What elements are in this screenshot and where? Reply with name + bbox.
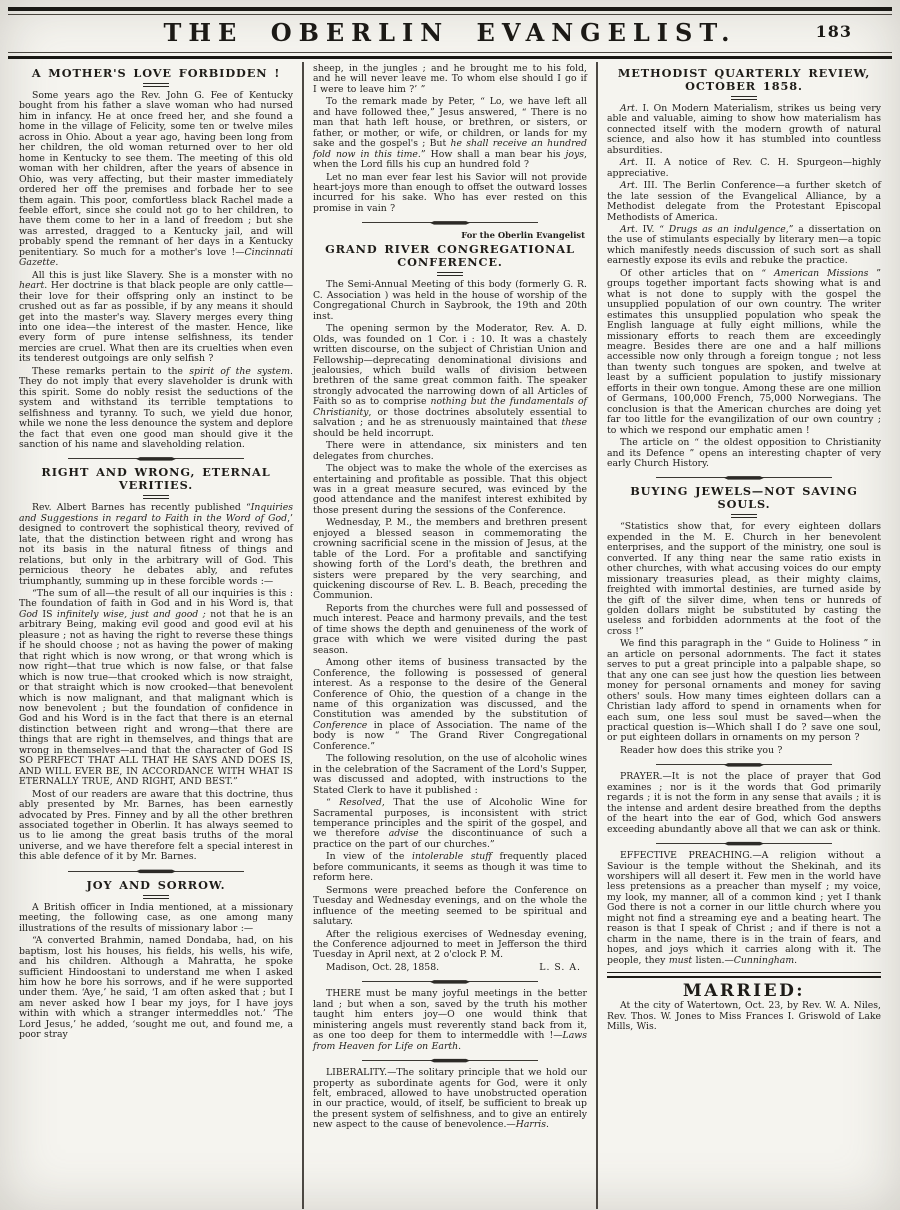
swelled-rule-divider	[656, 840, 831, 847]
article-heading: BUYING JEWELS—NOT SAVING SOULS.	[630, 484, 858, 512]
swelled-rule-divider	[68, 455, 243, 462]
paragraph: Sermons were preached before the Conference on Tuesday and Wednesday evenings, and on the whole the influence of the meeting seemed to be spiritual and salutary.	[313, 884, 587, 928]
paragraph: “ Resolved, That the use of Alcoholic Wine for Sacramental purposes, is inconsistent with strict temperance principles and the spirit of the gospel, and we therefore advise the discontinuance of such a practice on the part of our churches.”	[313, 797, 588, 850]
heading-rule	[143, 83, 169, 87]
paragraph: Art. III. The Berlin Conference—a further sketch of the late session of the Evangelical Alliance, by a Methodist delegate from the Protestant Episcopal Methodists of America.	[607, 180, 881, 223]
paragraph: “Statistics show that, for every eighteen dollars expended in the M. E. Church in her benevolent enterprises, and the support of the ministry, one soul is converted. If any thing near the same ratio exists in other churches, with what accusing voices do our empty missionary treasuries plead, as their mighty claims, freighted with immortal destinies, are turned aside by the gift of the silver dime, when tens or hunreds of golden dollars might be substituted by casting the useless and forbidden adornments at the foot of the cross !”	[607, 521, 881, 637]
paragraph: sheep, in the jungles ; and he brought me to his fold, and he will never leave me. To whom else should I go if I were to leave him ?’ ”	[313, 63, 587, 95]
paragraph: Art. II. A notice of Rev. C. H. Spurgeon—highly appreciative.	[607, 157, 881, 179]
masthead-title-row	[8, 15, 892, 52]
article-header	[19, 879, 293, 899]
paragraph: “The sum of all—the result of all our inquiries is this : The foundation of faith in God and in his Word is, that God IS infinitely wise, just and good ; not that he is an arbitrary Being, making evil good and good evil at his pleasure ; not as having the right to reverse these things if he should choose ; not as having the power of making that right which is now wrong, or that wrong which is now right—that true which is now false, or that false which is now true—that crooked which is now straight, or that straight which is now crooked—that benevolent which is now malignant, and that malignant which is now benevolent ; but the foundation of confidence in God and his Word is in the fact that there is an eternal distinction between right and wrong—that there are things that are right in themselves, and things that are wrong in themselves—and that the character of God IS SO PERFECT THAT ALL THAT HE SAYS AND DOES IS, AND WILL EVER BE, IN ACCORDANCE WITH WHAT IS ETERNALLY TRUE, AND RIGHT, AND BEST.”	[19, 588, 293, 788]
paragraph: At the city of Watertown, Oct. 23, by Rev. W. A. Niles, Rev. Thos. W. Jones to Miss Frances I. Griswold of Lake Mills, Wis.	[607, 1000, 881, 1032]
paragraph: Rev. Albert Barnes has recently published “Inquiries and Suggestions in regard to Faith in the Word of God,’ designed to controvert the sophistical theory, revived of late, that the distinction between right and wrong has not its basis in the natural fitness of things and relations, but only in the arbitrary will of God. This pernicious theory he debates ably, and refutes triumphantly, summing up in these forcible words :—	[19, 502, 293, 587]
heading-rule	[143, 895, 169, 899]
paragraph: Art. I. On Modern Materialism, strikes us being very able and valuable, aiming to show how materialism has connected itself with the modern growth of natural science, and also how it has stumbled into countless absurdities.	[607, 103, 881, 156]
publication-title: THE OBERLIN EVANGELIST.	[163, 18, 737, 47]
article-header	[607, 982, 881, 1001]
heading-rule	[731, 96, 757, 100]
paragraph: We find this paragraph in the “ Guide to Holiness ” in an article on personal adornments. The fact it states serves to put a great principle into a palpable shape, so that any one can see just how the question lies between money for personal ornaments and money for saving others' souls. How many times eighteen dollars can a Christian lady afford to spend in ornaments when for each sum, one less soul must be saved—when the practical question is—Which shall I do ? save one soul, or put eighteen dollars in ornaments on my person ?	[607, 638, 881, 744]
swelled-rule-divider	[656, 474, 831, 481]
paragraph: EFFECTIVE PREACHING.—A religion without a Saviour is the temple without the Shekinah, and its worshipers will all desert it. Few men in the world have less pretensions as a preacher than myself ; my voice, my look, my manner, all of a common kind ; yet I thank God there is not a corner in our little church where you might not find a streaming eye and a beating heart. The reason is that I speak of Christ ; and if there is not a charm in the name, there is in the train of fears, and hopes, and joys which it carries along with it. The people, they must listen.—Cunningham.	[607, 850, 881, 966]
paragraph: Some years ago the Rev. John G. Fee of Kentucky bought from his father a slave woman who had nursed him in infancy. He at once freed her, and she found a home in the village of Felicity, some ten or twelve miles across in Ohio. About a year ago, having been long from her children, the old woman returned over to her old home in Kentucky to see them. The meeting of this old woman with her children, after the years of absence in Ohio, was very affecting, but their master immediately ordered her off the premises and forbade her to see them again. This poor, comfortless black Rachel made a feeble effort, since she could not go to her children, to have them come to her in a land of freedom ; but she was arrested, dragged to a Kentucky jail, and will probably spend the remnant of her days in a Kentucky penitentiary. So much for a mother's love !—Cincinnati Gazette.	[19, 90, 293, 269]
paragraph: The following resolution, on the use of alcoholic wines in the celebration of the Sacrament of the Lord's Supper, was discussed and adopted, with instructions to the Stated Clerk to have it published :	[313, 753, 588, 796]
paragraph: Reports from the churches were full and possessed of much interest. Peace and harmony prevails, and the test of time shows the depth and genuineness of the work of grace with which we were visited during the past season.	[313, 602, 587, 656]
paragraph: A British officer in India mentioned, at a missionary meeting, the following case, as one among many illustrations of the results of missionary labor :—	[19, 901, 293, 934]
paragraph: PRAYER.—It is not the place of prayer that God examines ; nor is it the words that God primarily regards ; it is not the form in any sense that avails ; it is the intense and ardent desire breathed from the depths of the heart into the ear of God, which God answers exceeding abundantly above all that we can ask or think.	[607, 771, 881, 835]
article-header	[19, 466, 293, 499]
swelled-rule-divider	[68, 868, 243, 875]
paragraph: The object was to make the whole of the exercises as entertaining and profitable as possible. That this object was in a great measure secured, was evinced by the good attendance and the manifest interest exhibited by those present during the sessions of the Conference.	[313, 463, 587, 516]
paragraph: These remarks pertain to the spirit of the system. They do not imply that every slaveholder is drunk with this spirit. Some do nobly resist the seductions of the system and withstand its terrible temptations to selfishness and tyranny. To such, we yield due honor, while we none the less denounce the system and deplore the fact that even one good man should give it the sanction of his name and slaveholding relation.	[19, 365, 294, 450]
paragraph: Of other articles that on “ American Missions ” groups together important facts showing what is and what is not done to supply with the gospel the unsupplied population of our own country. The writer estimates this unsupplied population who speak the English language at fully eight millions, while the missionary efforts to reach them are exceedingly meagre. Besides there are one and a half millions accessible now only through a foreign tongue ; not less than twenty such tongues are spoken, and twelve at least by a sufficient population to justify missionary efforts in their own tongue. Among these are one million of Germans, 100,000 French, 75,000 Norwegians. The conclusion is that the American churches are doing yet far too little for the evangilization of our own country ; to which we respond our emphatic amen !	[607, 267, 881, 436]
paragraph: Among other items of business transacted by the Conference, the following is possessed of general interest. As a response to the desire of the General Conference of Ohio, the question of a change in the name of this organization was discussed, and the Constitution was amended by the substitution of Conference in place of Association. The name of the body is now “ The Grand River Congregational Conference.”	[313, 657, 587, 752]
article-header	[607, 485, 881, 518]
paragraph: “A converted Brahmin, named Dondaba, had, on his baptism, lost his houses, his fields, his wells, his wife, and his children. Although a Mahratta, he spoke sufficient Hindoostani to understand me when I asked him how he bore his sorrows, and if he were supported under them. ‘Aye,’ he said, ‘I am often asked that ; but I am never asked how I bear my joys, for I have joys within with which a stranger intermeddles not.’ ‘The Lord Jesus,’ he added, ‘sought me out, and found me, a poor stray	[19, 935, 293, 1041]
heading-rule	[143, 495, 169, 499]
article-heading: RIGHT AND WRONG, ETERNAL VERITIES.	[41, 465, 271, 493]
paragraph: THERE must be many joyful meetings in the better land ; but when a son, saved by the truth his mother taught him enters joy—O one would think that ministering angels must reverently stand back from it, as one too deep for them to intermeddle with !—Laws from Heaven for Life on Earth.	[313, 988, 587, 1052]
paragraph: Wednesday, P. M., the members and brethren present enjoyed a blessed season in commemorating the crowning sacrificial scene in the mission of Jesus, at the table of the Lord. For a profitable and sanctifying showing forth of the Lord's death, the brethren and sisters were prepared by the very searching, and quickening discourse of Rev. L. B. Beach, preceding the Communion.	[313, 517, 587, 602]
columns-container	[0, 59, 900, 1209]
article-heading: METHODIST QUARTERLY REVIEW, OCTOBER 1858.	[617, 66, 871, 93]
masthead-top-rule	[8, 7, 892, 15]
article-heading: GRAND RIVER CONGREGATIONAL CONFERENCE.	[325, 242, 575, 270]
paragraph: The article on “ the oldest opposition to Christianity and its Defence ” opens an interesting chapter of very early Church History.	[607, 437, 881, 469]
article-header	[607, 67, 881, 100]
article-heading: A MOTHER'S LOVE FORBIDDEN !	[31, 66, 281, 80]
swelled-rule-divider	[362, 219, 537, 226]
paragraph: After the religious exercises of Wednesday evening, the Conference adjourned to meet in Jefferson the third Tuesday in April next, at 2 o'clock P. M.	[313, 928, 587, 961]
column-1	[10, 62, 302, 1209]
contribution-credit: For the Oberlin Evangelist	[461, 230, 585, 241]
paragraph: In view of the intolerable stuff frequently placed before communicants, it seems as though it was time to reform here.	[313, 851, 587, 884]
paragraph: The Semi-Annual Meeting of this body (formerly G. R. C. Association ) was held in the house of worship of the Congregational Church in Saybrook, the 19th and 20th inst.	[313, 279, 587, 322]
page-number: 183	[815, 22, 852, 41]
masthead-bottom-rule	[8, 52, 892, 59]
dateline: Madison, Oct. 28, 1858.	[326, 961, 440, 973]
article-heading: MARRIED:	[682, 981, 806, 1002]
swelled-rule-divider	[362, 978, 537, 985]
heading-rule	[731, 514, 757, 518]
paragraph: Let no man ever fear lest his Savior will not provide heart-joys more than enough to offset the outward losses incurred for his sake. Who has ever rested on this promise in vain ?	[313, 171, 587, 214]
article-header	[19, 67, 293, 87]
double-rule	[607, 972, 881, 978]
signature-line	[313, 963, 587, 973]
paragraph: Reader how does this strike you ?	[620, 744, 783, 756]
swelled-rule-divider	[362, 1057, 537, 1064]
swelled-rule-divider	[656, 761, 831, 768]
heading-rule	[437, 272, 463, 276]
paragraph: Art. IV. “ Drugs as an indulgence,” a dissertation on the use of stimulants especially by literary men—a topic which manifestly needs discussion of such sort as shall earnestly expose its evils and rebuke the practice.	[607, 223, 882, 267]
paragraph: To the remark made by Peter, “ Lo, we have left all and have followed thee,” Jesus answered, “ There is no man that hath left house, or brethren, or sisters, or father, or mother, or wife, or children, or lands for my sake and the gospel's ; But he shall receive an hundred fold now in this time.” How shall a man bear his joys, when the Lord fills his cup an hundred fold ?	[313, 96, 587, 171]
masthead	[0, 0, 900, 59]
paragraph: Most of our readers are aware that this doctrine, thus ably presented by Mr. Barnes, has been earnestly advocated by Pres. Finney and by all the other brethren associated together in Oberlin. It has always seemed to us to lie among the great basis truths of the moral universe, and we have therefore felt a special interest in this able defence of it by Mr. Barnes.	[19, 788, 293, 863]
paragraph: All this is just like Slavery. She is a monster with no heart. Her doctrine is that black people are only cattle—their love for their offspring only an instinct to be crushed out as far as possible, if by any means it should get into the master's way. Slavery merges every thing into one idea—the interest of the master. Hence, like every form of pure intense selfishness, its tender mercies are cruel. What then are its cruelties when even its tenderest outgoings are only selfish ?	[19, 269, 293, 365]
article-heading: JOY AND SORROW.	[86, 877, 226, 892]
article-header	[313, 243, 587, 276]
author-initials: L. S. A.	[539, 961, 581, 973]
paragraph: The opening sermon by the Moderator, Rev. A. D. Olds, was founded on 1 Cor. i : 10. It was a chastely written discourse, on the subject of Christian Union and Fellowship—deprecating denominational divisions and jealousies, which build walls of division between brethren of the same great common faith. The speaker strongly advocated the narrowing down of all Articles of Faith so as to comprise nothing but the fundamentals of Christianity, or those doctrines absolutely essential to salvation ; and he as strenuously maintained that these should be held incorrupt.	[313, 323, 587, 439]
column-2	[302, 62, 596, 1209]
paragraph: There were in attendance, six ministers and ten delegates from churches.	[313, 440, 587, 462]
column-3	[596, 62, 890, 1209]
paragraph: LIBERALITY.—The solitary principle that we hold our property as subordinate agents for God, were it only felt, embraced, allowed to have unobstructed operation in our practice, would, of itself, be sufficient to break up the present system of selfishness, and to give an entirely new aspect to the cause of benevolence.—Harris.	[313, 1067, 587, 1131]
